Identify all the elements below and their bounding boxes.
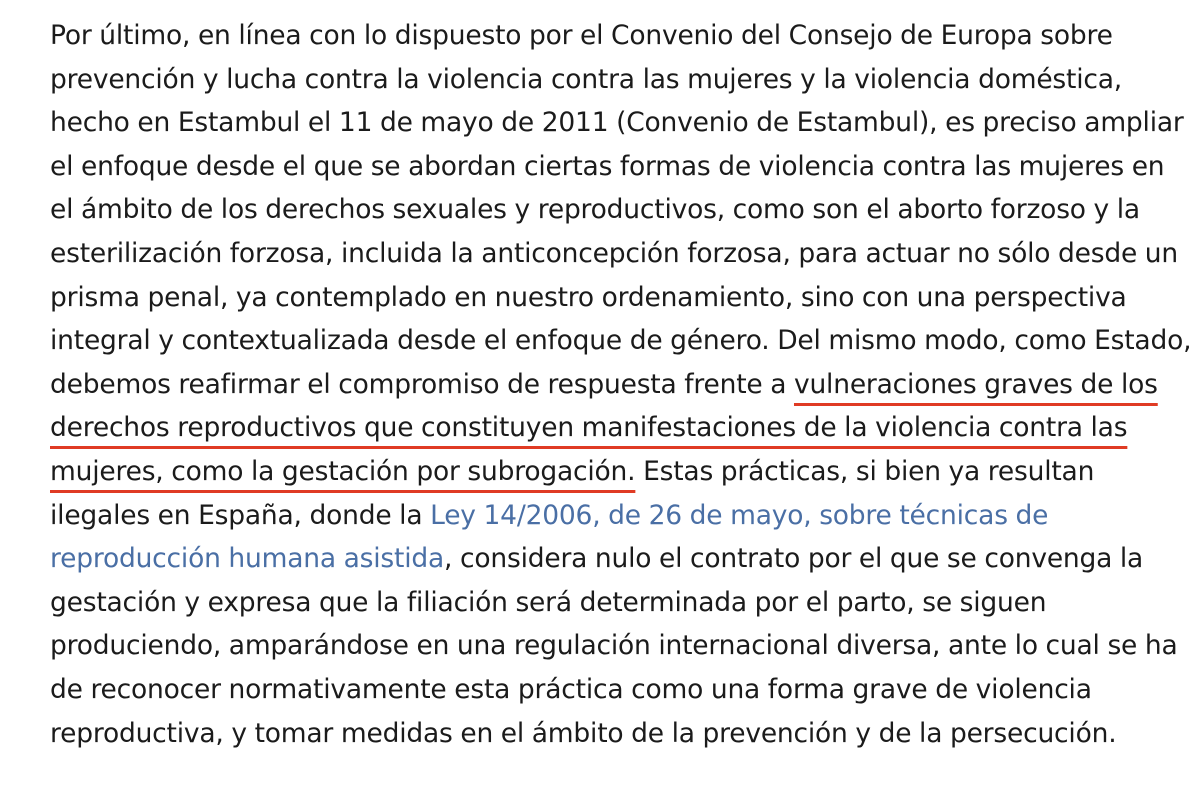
text-segment: Por último, en línea con lo dispuesto por el Convenio del Consejo de Europa sobre	[50, 20, 1113, 51]
text-segment: gestación y expresa que la filiación será determinada por el parto, se siguen	[50, 586, 1047, 618]
highlighted-text: mujeres, como la gestación por subrogación.	[50, 455, 636, 487]
paragraph-line	[50, 319, 1190, 363]
paragraph-line	[50, 712, 1190, 756]
paragraph-line	[50, 145, 1190, 189]
text-segment: , considera nulo el contrato por el que se convenga la	[444, 543, 1144, 575]
paragraph-line	[50, 188, 1190, 232]
paragraph-line	[50, 232, 1190, 276]
text-segment: integral y contextualizada desde el enfoque de género. Del mismo modo, como Estado,	[50, 325, 1192, 357]
text-segment: el ámbito de los derechos sexuales y reproductivos, como son el aborto forzoso y la	[50, 194, 1140, 226]
text-segment: Estas prácticas, si bien ya resultan	[635, 455, 1095, 487]
text-segment: esterilización forzosa, incluida la anticoncepción forzosa, para actuar no sólo desde un	[50, 237, 1178, 269]
paragraph-line	[50, 668, 1190, 712]
text-segment: prisma penal, ya contemplado en nuestro ordenamiento, sino con una perspectiva	[50, 281, 1127, 313]
text-segment: de reconocer normativamente esta práctica como una forma grave de violencia	[50, 673, 1092, 705]
paragraph-line	[50, 406, 1190, 450]
text-segment: prevención y lucha contra la violencia contra las mujeres y la violencia doméstica,	[50, 63, 1123, 95]
paragraph-line	[50, 450, 1190, 494]
paragraph-line	[50, 624, 1190, 668]
highlighted-text: derechos reproductivos que constituyen manifestaciones de la violencia contra las	[50, 412, 1128, 444]
paragraph-line	[50, 363, 1190, 407]
document-paragraph	[50, 14, 1190, 755]
text-segment: debemos reafirmar el compromiso de respuesta frente a	[50, 368, 794, 400]
text-segment: produciendo, amparándose en una regulación internacional diversa, ante lo cual se ha	[50, 630, 1178, 662]
paragraph-line	[50, 581, 1190, 625]
highlighted-text: vulneraciones graves de los	[793, 368, 1158, 400]
paragraph-line	[50, 494, 1190, 538]
paragraph-line	[50, 537, 1190, 581]
paragraph-line	[50, 276, 1190, 320]
law-link[interactable]: reproducción humana asistida	[50, 543, 445, 575]
paragraph-line	[50, 101, 1190, 145]
paragraph-line	[50, 58, 1190, 102]
paragraph-line	[50, 14, 1190, 58]
law-link[interactable]: Ley 14/2006, de 26 de mayo, sobre técnicas de	[430, 499, 1049, 531]
text-segment: el enfoque desde el que se abordan ciertas formas de violencia contra las mujeres en	[50, 150, 1165, 182]
text-segment: hecho en Estambul el 11 de mayo de 2011 (Convenio de Estambul), es preciso ampliar	[50, 107, 1184, 139]
text-segment: reproductiva, y tomar medidas en el ámbito de la prevención y de la persecución.	[50, 717, 1117, 749]
text-segment: ilegales en España, donde la	[50, 499, 431, 531]
